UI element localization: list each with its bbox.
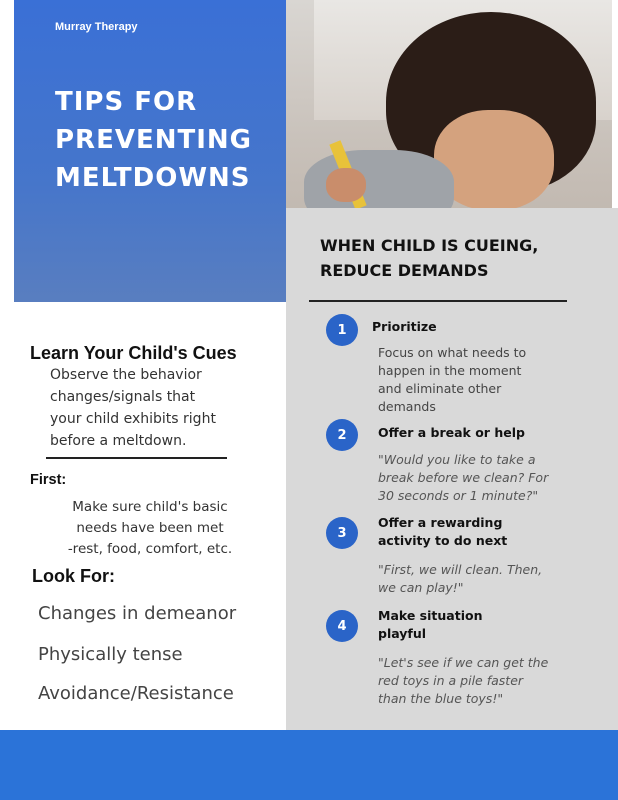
step-title-line: Make situation [378, 608, 483, 623]
strategies-heading [320, 233, 600, 283]
step-number-badge: 1 [326, 314, 358, 346]
step-description [378, 344, 526, 416]
step-title [378, 607, 482, 643]
text-line: needs have been met [76, 520, 224, 536]
photo-hand [326, 168, 366, 202]
look-for-heading: Look For: [32, 566, 115, 586]
look-for-item: Changes in demeanor [38, 603, 237, 624]
title-line: PREVENTING [55, 125, 252, 155]
title-line: MELTDOWNS [55, 163, 251, 193]
text-line: before a meltdown. [50, 433, 187, 449]
text-line: -rest, food, comfort, etc. [67, 541, 233, 557]
step-title-line: playful [378, 626, 427, 641]
step-line: demands [378, 399, 436, 414]
step-number-badge: 2 [326, 419, 358, 451]
text-line: changes/signals that [50, 389, 196, 405]
first-text [40, 497, 260, 560]
look-for-item: Avoidance/Resistance [38, 683, 234, 704]
step-line: "Would you like to take a [378, 452, 536, 467]
step-title [378, 514, 507, 550]
divider [46, 457, 227, 459]
text-line: Observe the behavior [50, 367, 202, 383]
step-number-badge: 4 [326, 610, 358, 642]
step-line: 30 seconds or 1 minute?" [378, 488, 539, 503]
step-title-line: Offer a rewarding [378, 515, 503, 530]
step-line: and eliminate other [378, 381, 502, 396]
text-line: your child exhibits right [50, 411, 216, 427]
look-for-item: Physically tense [38, 644, 183, 665]
step-number-badge: 3 [326, 517, 358, 549]
divider [309, 300, 567, 302]
step-title [372, 318, 437, 336]
brand-name: Murray Therapy [55, 21, 138, 33]
step-line: "First, we will clean. Then, [378, 562, 543, 577]
step-description [378, 451, 548, 505]
learn-cues-text [50, 364, 250, 452]
text-line: Make sure child's basic [72, 499, 228, 515]
step-line: happen in the moment [378, 363, 522, 378]
step-line: than the blue toys!" [378, 691, 504, 706]
page-title [55, 83, 275, 197]
learn-cues-heading: Learn Your Child's Cues [30, 343, 237, 363]
step-line: red toys in a pile faster [378, 673, 524, 688]
step-title-line: Offer a break or help [378, 425, 525, 440]
first-heading: First: [30, 472, 67, 488]
footer-bar [0, 730, 618, 800]
step-title-line: activity to do next [378, 533, 508, 548]
step-title [378, 424, 525, 442]
step-line: Focus on what needs to [378, 345, 527, 360]
step-line: "Let's see if we can get the [378, 655, 549, 670]
title-line: TIPS FOR [55, 87, 198, 117]
step-title-line: Prioritize [372, 319, 437, 334]
step-description [378, 561, 542, 597]
heading-line: REDUCE DEMANDS [320, 261, 489, 280]
step-description [378, 654, 548, 708]
step-line: we can play!" [378, 580, 464, 595]
step-line: break before we clean? For [378, 470, 549, 485]
heading-line: WHEN CHILD IS CUEING, [320, 236, 539, 255]
